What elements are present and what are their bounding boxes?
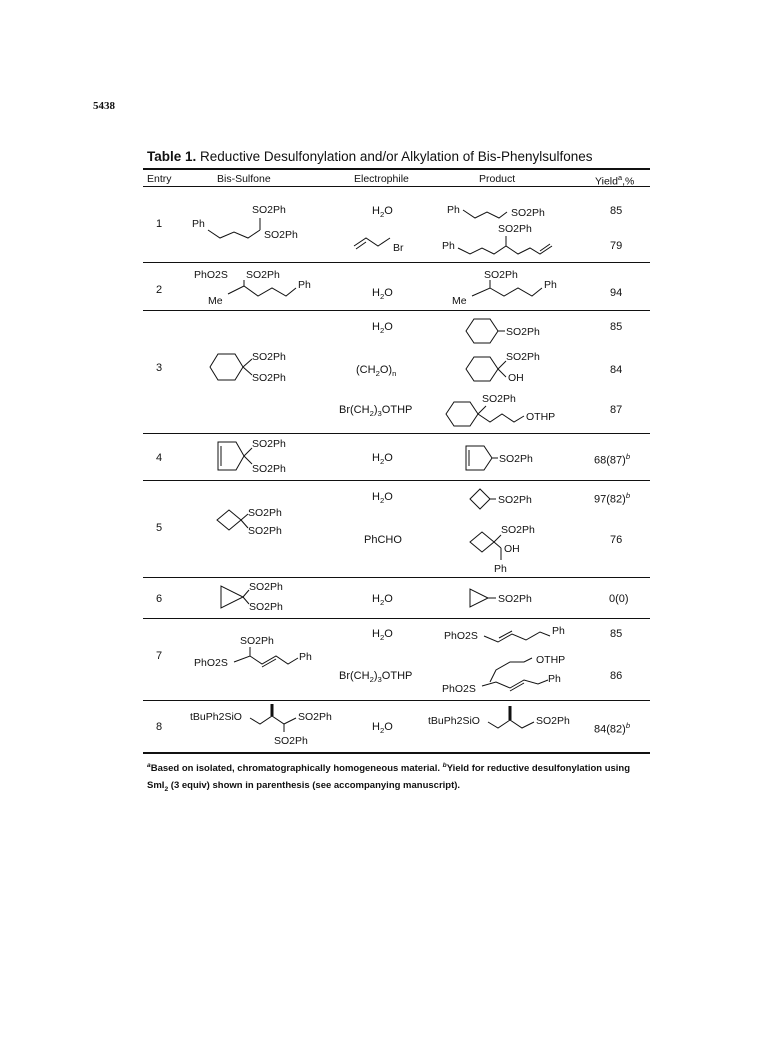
top-rule	[143, 168, 650, 170]
footnote-b-tail: (3 equiv) shown in parenthesis (see accompanying manuscript).	[168, 780, 461, 792]
svg-text:Ph: Ph	[544, 279, 557, 291]
header-yield: Yield$^a$,%	[595, 173, 635, 188]
product-structure	[440, 222, 590, 258]
svg-text:Ph: Ph	[192, 218, 205, 230]
yield: 85	[610, 628, 623, 640]
table-label: Table 1.	[147, 149, 197, 164]
page-number: 5438	[93, 100, 115, 112]
svg-text:SO2Ph: SO2Ph	[536, 715, 570, 727]
electrophile: $H_2O$	[372, 321, 393, 336]
yield: $84(82)^b$	[594, 721, 631, 736]
svg-text:SO2Ph: SO2Ph	[498, 494, 532, 506]
svg-text:tBuPh2SiO: tBuPh2SiO	[428, 715, 480, 727]
svg-text:SO2Ph: SO2Ph	[246, 269, 280, 281]
yield: 85	[610, 321, 623, 333]
svg-text:SO2Ph: SO2Ph	[298, 711, 332, 723]
yield: 86	[610, 670, 623, 682]
svg-text:PhO2S: PhO2S	[444, 630, 478, 642]
product-structure	[442, 388, 582, 430]
footnote-a: Based on isolated, chromatographically homogeneous material.	[150, 763, 440, 775]
product-structure	[462, 440, 572, 474]
substrate-structure	[188, 702, 338, 750]
entry-number: 4	[156, 452, 163, 464]
entry-number: 5	[156, 522, 163, 534]
svg-text:PhO2S: PhO2S	[194, 269, 228, 281]
svg-text:SO2Ph: SO2Ph	[499, 453, 533, 465]
svg-text:Ph: Ph	[552, 625, 565, 637]
electrophile: $H_2O$	[372, 205, 393, 220]
header-electrophile: Electrophile	[354, 173, 409, 185]
yield: 94	[610, 287, 623, 299]
product-structure	[466, 585, 566, 611]
product-structure	[426, 702, 576, 732]
yield: $68(87)^b$	[594, 452, 631, 467]
electrophile: $H_2O$	[372, 593, 393, 608]
svg-text:SO2Ph: SO2Ph	[511, 207, 545, 219]
allyl-bromide-structure	[350, 232, 410, 258]
entry-number: 6	[156, 593, 163, 605]
electrophile: $H_2O$	[372, 287, 393, 302]
electrophile: $H_2O$	[372, 452, 393, 467]
header-product: Product	[479, 173, 516, 185]
yield: 0(0)	[609, 593, 629, 605]
table-caption: Reductive Desulfonylation and/or Alkylation of Bis-Phenylsulfones	[200, 149, 593, 164]
svg-text:Me: Me	[208, 295, 223, 307]
bottom-rule	[143, 752, 650, 754]
svg-text:Ph: Ph	[548, 673, 561, 685]
svg-text:Br: Br	[393, 242, 404, 254]
entry-number: 3	[156, 362, 163, 374]
entry-number: 2	[156, 284, 163, 296]
svg-text:Ph: Ph	[298, 279, 311, 291]
yield: 87	[610, 404, 623, 416]
substrate-structure	[213, 502, 313, 542]
row-separator	[143, 310, 650, 311]
svg-text:SO2Ph: SO2Ph	[249, 601, 283, 613]
svg-text:SO2Ph: SO2Ph	[248, 525, 282, 537]
svg-text:PhO2S: PhO2S	[194, 657, 228, 669]
substrate-structure	[192, 266, 322, 310]
svg-text:SO2Ph: SO2Ph	[506, 326, 540, 338]
header-rule	[143, 186, 650, 187]
electrophile: $Br(CH_2)_3OTHP$	[339, 670, 413, 685]
row-separator	[143, 262, 650, 263]
svg-text:Ph: Ph	[442, 240, 455, 252]
yield: 76	[610, 534, 623, 546]
electrophile: $H_2O$	[372, 491, 393, 506]
svg-text:OTHP: OTHP	[526, 411, 556, 423]
substrate-structure	[190, 198, 320, 248]
footnote-b: Yield for reductive desulfonylation using SmI	[147, 763, 631, 792]
product-structure	[442, 620, 582, 646]
svg-text:Ph: Ph	[494, 563, 507, 575]
svg-text:SO2Ph: SO2Ph	[274, 735, 308, 747]
svg-text:SO2Ph: SO2Ph	[264, 229, 298, 241]
svg-text:SO2Ph: SO2Ph	[501, 524, 535, 536]
svg-text:tBuPh2SiO: tBuPh2SiO	[190, 711, 242, 723]
table-title	[147, 149, 593, 164]
svg-text:SO2Ph: SO2Ph	[252, 438, 286, 450]
entry-number: 7	[156, 650, 163, 662]
entry-number: 1	[156, 218, 163, 230]
substrate-structure	[200, 434, 310, 478]
table-footnote: $^a$Based on isolated, chromatographically homogeneous material. $^b$Yield for reductive desulfonylation using SmI$_2$ (3 equiv) shown in parenthesis (see accompanying manuscript).	[147, 762, 631, 794]
electrophile: PhCHO	[364, 534, 402, 546]
substrate-structure	[215, 578, 315, 616]
yield: 85	[610, 205, 623, 217]
svg-text:SO2Ph: SO2Ph	[498, 593, 532, 605]
svg-text:SO2Ph: SO2Ph	[248, 507, 282, 519]
electrophile: $H_2O$	[372, 721, 393, 736]
header-entry: Entry	[147, 173, 172, 185]
entry-number: 8	[156, 721, 163, 733]
yield: $97(82)^b$	[594, 491, 631, 506]
row-separator	[143, 700, 650, 701]
svg-text:SO2Ph: SO2Ph	[252, 351, 286, 363]
row-separator	[143, 480, 650, 481]
svg-text:Ph: Ph	[299, 651, 312, 663]
product-structure	[445, 200, 575, 224]
svg-text:SO2Ph: SO2Ph	[252, 204, 286, 216]
svg-text:SO2Ph: SO2Ph	[484, 269, 518, 281]
product-structure	[458, 313, 578, 349]
svg-text:Me: Me	[452, 295, 467, 307]
svg-text:SO2Ph: SO2Ph	[482, 393, 516, 405]
product-structure	[466, 518, 566, 576]
svg-text:SO2Ph: SO2Ph	[249, 581, 283, 593]
substrate-structure	[194, 630, 324, 674]
svg-text:SO2Ph: SO2Ph	[252, 463, 286, 475]
svg-text:SO2Ph: SO2Ph	[252, 372, 286, 384]
svg-text:OH: OH	[504, 543, 520, 555]
product-structure	[466, 484, 566, 514]
svg-text:OH: OH	[508, 372, 524, 384]
svg-text:OTHP: OTHP	[536, 654, 566, 666]
yield: 79	[610, 240, 623, 252]
electrophile: $(CH_2O)_n$	[356, 364, 397, 379]
header-bis-sulfone: Bis-Sulfone	[217, 173, 271, 185]
svg-text:SO2Ph: SO2Ph	[506, 351, 540, 363]
electrophile: $Br(CH_2)_3OTHP$	[339, 404, 413, 419]
product-structure	[440, 652, 590, 696]
svg-text:SO2Ph: SO2Ph	[498, 223, 532, 235]
svg-text:PhO2S: PhO2S	[442, 683, 476, 695]
product-structure	[458, 345, 578, 387]
yield: 84	[610, 364, 623, 376]
svg-text:Ph: Ph	[447, 204, 460, 216]
electrophile: $H_2O$	[372, 628, 393, 643]
svg-text:SO2Ph: SO2Ph	[240, 635, 274, 647]
product-structure	[450, 266, 580, 310]
row-separator	[143, 618, 650, 619]
substrate-structure	[200, 345, 310, 389]
